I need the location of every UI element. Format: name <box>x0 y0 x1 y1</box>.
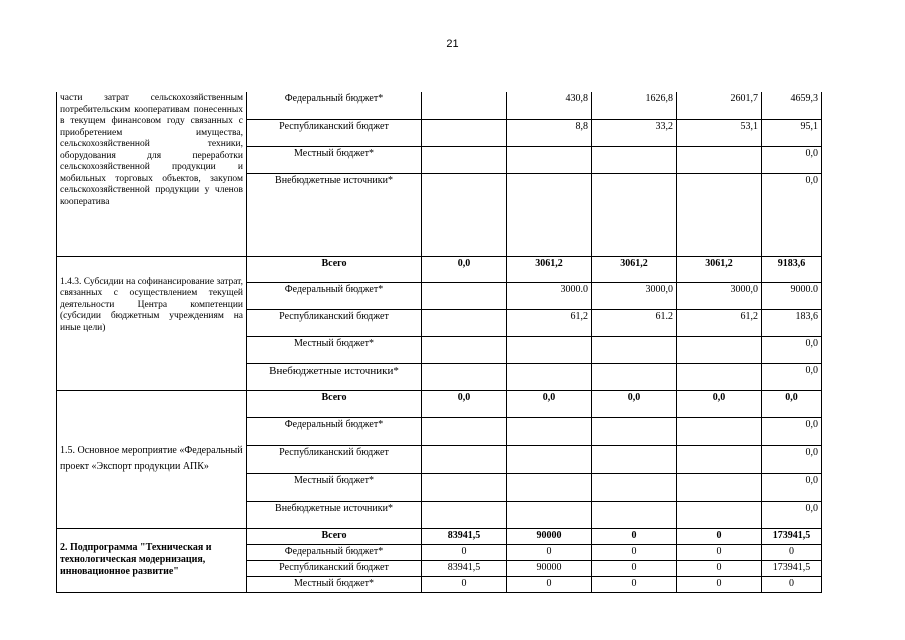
total-cell: 0,0 <box>762 417 822 445</box>
total-cell: 173941,5 <box>762 560 822 576</box>
value-cell <box>422 363 507 390</box>
value-cell <box>677 473 762 501</box>
source-cell: Федеральный бюджет* <box>247 417 422 445</box>
total-cell: 0,0 <box>762 146 822 173</box>
source-cell: Республиканский бюджет <box>247 445 422 473</box>
value-cell: 0,0 <box>507 390 592 417</box>
value-cell <box>422 92 507 119</box>
value-cell: 53,1 <box>677 119 762 146</box>
total-cell: 173941,5 <box>762 528 822 544</box>
value-cell: 0,0 <box>422 390 507 417</box>
table-row <box>57 390 822 417</box>
value-cell <box>422 119 507 146</box>
total-cell: 0,0 <box>762 390 822 417</box>
value-cell: 0 <box>677 576 762 592</box>
value-cell <box>592 501 677 528</box>
row-description: части затрат сельскохозяйственным потребительским кооперативам понесенных в текущем финансовом году связанных с приобретением имущества, сельскохозяйственной техники, оборудования для переработки сельскохозяйственной продукции и мобильных торговых объектов, закупом сельскохозяйственной продукции у членов кооператива <box>57 92 247 256</box>
source-cell: Всего <box>247 390 422 417</box>
value-cell <box>677 146 762 173</box>
value-cell <box>422 173 507 256</box>
value-cell <box>592 363 677 390</box>
value-cell: 0 <box>592 544 677 560</box>
total-cell: 9000.0 <box>762 282 822 309</box>
value-cell: 0 <box>507 544 592 560</box>
page-number: 21 <box>446 38 459 50</box>
source-cell: Федеральный бюджет* <box>247 544 422 560</box>
source-cell: Федеральный бюджет* <box>247 92 422 119</box>
value-cell <box>592 173 677 256</box>
value-cell <box>507 173 592 256</box>
value-cell <box>592 473 677 501</box>
value-cell: 83941,5 <box>422 528 507 544</box>
budget-table <box>56 92 822 593</box>
value-cell <box>592 417 677 445</box>
source-cell: Всего <box>247 256 422 282</box>
total-cell: 0,0 <box>762 173 822 256</box>
value-cell: 2601,7 <box>677 92 762 119</box>
value-cell <box>422 146 507 173</box>
source-cell: Внебюджетные источники* <box>247 501 422 528</box>
value-cell: 1626,8 <box>592 92 677 119</box>
value-cell: 0 <box>592 576 677 592</box>
value-cell: 3000,0 <box>592 282 677 309</box>
value-cell <box>507 501 592 528</box>
value-cell <box>677 336 762 363</box>
source-cell: Внебюджетные источники* <box>247 173 422 256</box>
value-cell: 90000 <box>507 560 592 576</box>
table-row <box>57 92 822 119</box>
source-cell: Республиканский бюджет <box>247 560 422 576</box>
value-cell <box>507 473 592 501</box>
value-cell: 0 <box>677 560 762 576</box>
value-cell: 61.2 <box>592 309 677 336</box>
table-row <box>57 256 822 282</box>
row-description: 1.5. Основное мероприятие «Федеральный проект «Экспорт продукции АПК» <box>57 390 247 528</box>
value-cell <box>422 336 507 363</box>
total-cell: 95,1 <box>762 119 822 146</box>
total-cell: 0,0 <box>762 501 822 528</box>
value-cell <box>592 146 677 173</box>
total-cell: 0,0 <box>762 336 822 363</box>
value-cell <box>422 282 507 309</box>
value-cell: 430,8 <box>507 92 592 119</box>
value-cell: 83941,5 <box>422 560 507 576</box>
value-cell: 8,8 <box>507 119 592 146</box>
source-cell: Республиканский бюджет <box>247 119 422 146</box>
table-row <box>57 528 822 544</box>
total-cell: 9183,6 <box>762 256 822 282</box>
value-cell: 61,2 <box>677 309 762 336</box>
total-cell: 0 <box>762 544 822 560</box>
value-cell <box>592 445 677 473</box>
value-cell: 3061,2 <box>677 256 762 282</box>
total-cell: 4659,3 <box>762 92 822 119</box>
value-cell <box>507 146 592 173</box>
source-cell: Местный бюджет* <box>247 336 422 363</box>
value-cell <box>592 336 677 363</box>
value-cell: 0,0 <box>592 390 677 417</box>
value-cell <box>677 417 762 445</box>
row-description: 1.4.3. Субсидии на софинансирование затрат, связанных с осуществлением текущей деятельности Центра компетенции (субсидии бюджетным учреждениям на иные цели) <box>57 256 247 390</box>
value-cell <box>677 501 762 528</box>
total-cell: 183,6 <box>762 309 822 336</box>
value-cell <box>422 473 507 501</box>
value-cell: 0,0 <box>677 390 762 417</box>
value-cell <box>422 501 507 528</box>
value-cell: 0 <box>677 544 762 560</box>
value-cell <box>677 173 762 256</box>
total-cell: 0,0 <box>762 363 822 390</box>
value-cell: 0 <box>592 560 677 576</box>
value-cell <box>507 363 592 390</box>
value-cell: 3000.0 <box>507 282 592 309</box>
value-cell <box>422 445 507 473</box>
value-cell: 0 <box>422 576 507 592</box>
value-cell: 33,2 <box>592 119 677 146</box>
source-cell: Республиканский бюджет <box>247 309 422 336</box>
value-cell <box>422 417 507 445</box>
value-cell: 3061,2 <box>592 256 677 282</box>
value-cell: 3000,0 <box>677 282 762 309</box>
value-cell: 0 <box>677 528 762 544</box>
value-cell: 0 <box>507 576 592 592</box>
value-cell: 0 <box>422 544 507 560</box>
value-cell <box>507 417 592 445</box>
total-cell: 0 <box>762 576 822 592</box>
source-cell: Местный бюджет* <box>247 146 422 173</box>
value-cell: 90000 <box>507 528 592 544</box>
value-cell <box>677 445 762 473</box>
value-cell: 61,2 <box>507 309 592 336</box>
value-cell: 0,0 <box>422 256 507 282</box>
value-cell <box>507 445 592 473</box>
row-description: 2. Подпрограмма "Техническая и технологическая модернизация, инновационное развитие" <box>57 528 247 592</box>
value-cell <box>677 363 762 390</box>
source-cell: Всего <box>247 528 422 544</box>
value-cell: 3061,2 <box>507 256 592 282</box>
source-cell: Местный бюджет* <box>247 576 422 592</box>
source-cell: Внебюджетные источники* <box>247 363 422 390</box>
value-cell: 0 <box>592 528 677 544</box>
value-cell <box>507 336 592 363</box>
source-cell: Федеральный бюджет* <box>247 282 422 309</box>
source-cell: Местный бюджет* <box>247 473 422 501</box>
total-cell: 0,0 <box>762 445 822 473</box>
total-cell: 0,0 <box>762 473 822 501</box>
value-cell <box>422 309 507 336</box>
